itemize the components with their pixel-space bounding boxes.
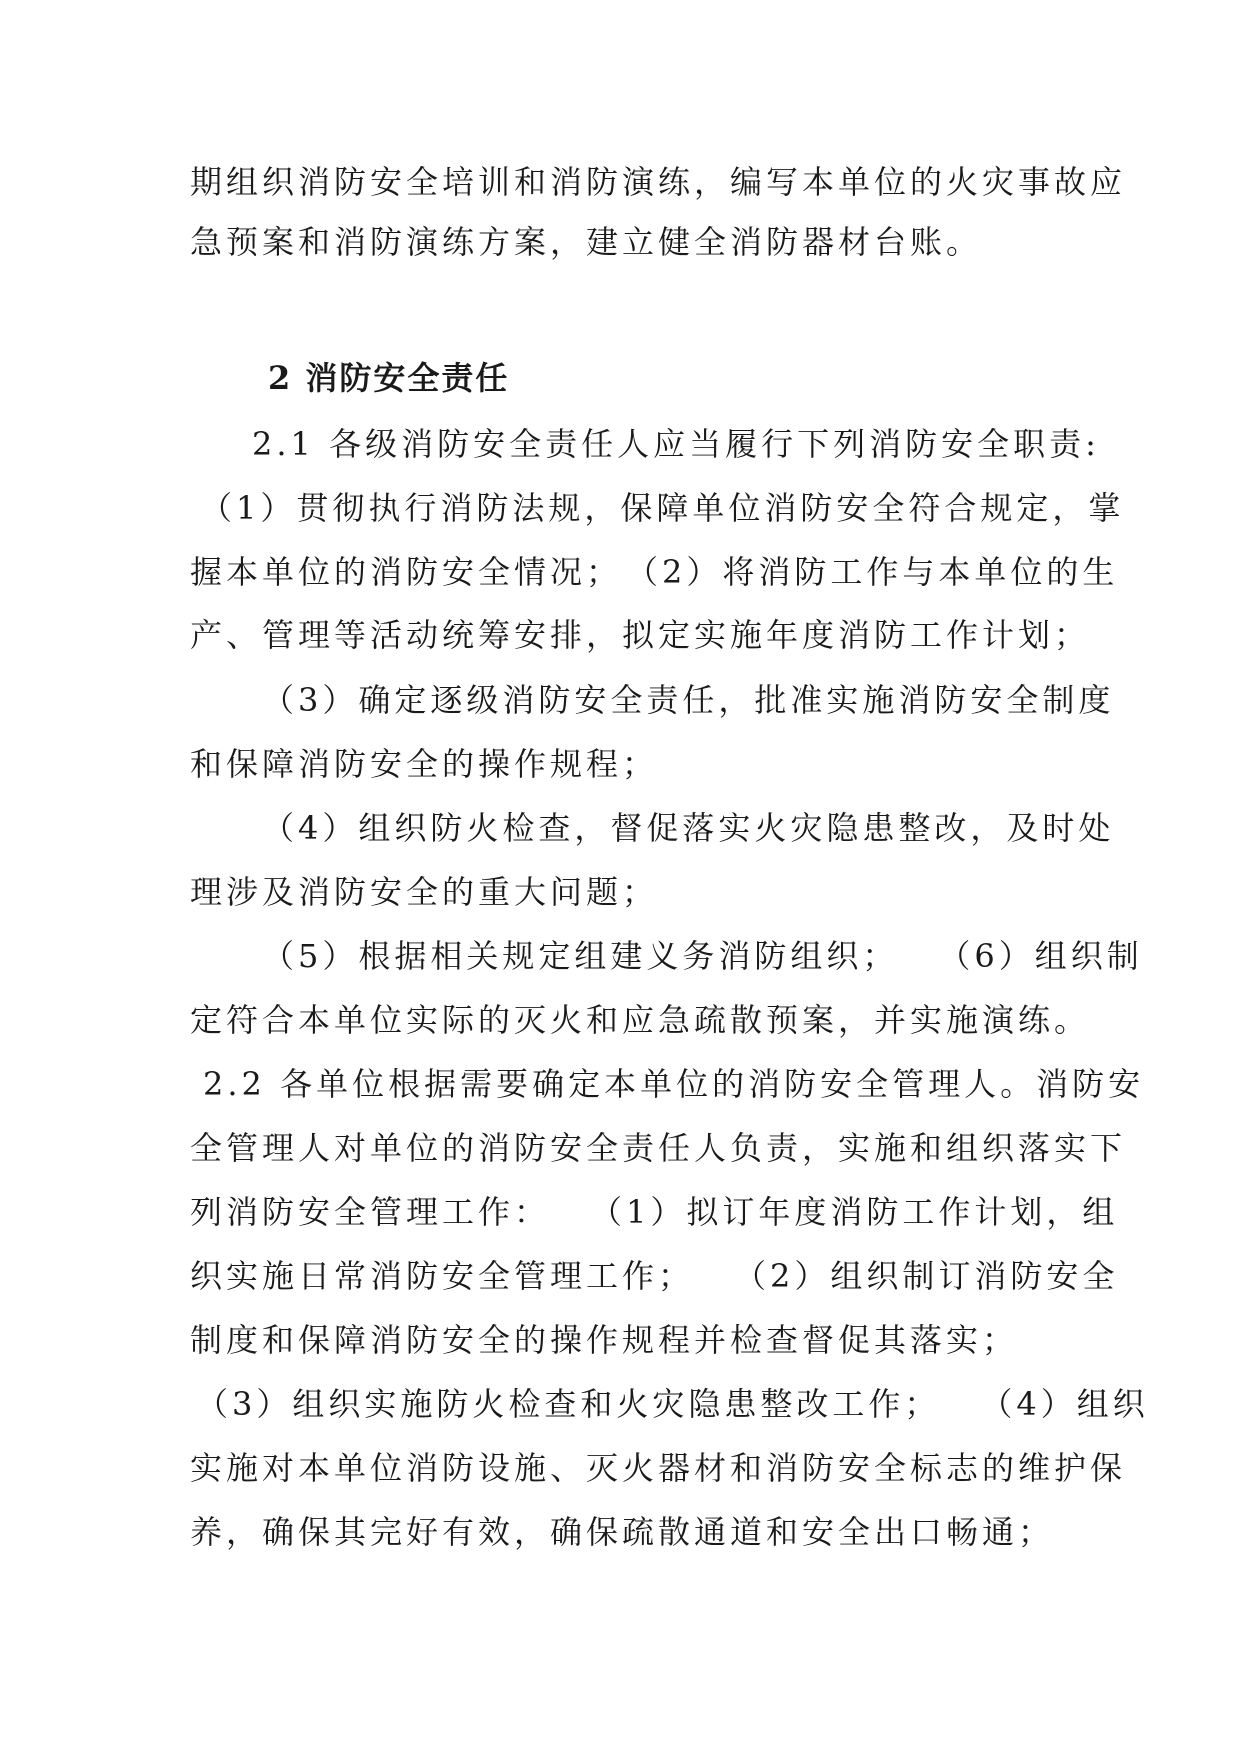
body-text-line: 织实施日常消防安全管理工作； （2）组织制订消防安全 xyxy=(190,1257,1119,1295)
clause-text-line: 2.2 各单位根据需要确定本单位的消防安全管理人。消防安 xyxy=(203,1065,1145,1103)
section-heading: 2 消防安全责任 xyxy=(268,359,510,397)
body-text-line: 实施对本单位消防设施、灭火器材和消防安全标志的维护保 xyxy=(190,1449,1127,1487)
body-text-line: 产、管理等活动统筹安排，拟定实施年度消防工作计划； xyxy=(190,616,1091,654)
body-text-line: （5）根据相关规定组建义务消防组织； （6）组织制 xyxy=(262,937,1143,975)
body-text-line: （3）确定逐级消防安全责任，批准实施消防安全制度 xyxy=(262,681,1115,719)
body-text-line: 急预案和消防演练方案，建立健全消防器材台账。 xyxy=(190,223,983,261)
body-text-line: 全管理人对单位的消防安全责任人负责，实施和组织落实下 xyxy=(190,1129,1127,1167)
body-text-line: 握本单位的消防安全情况； （2）将消防工作与本单位的生 xyxy=(190,553,1119,591)
body-text-line: （1）贯彻执行消防法规，保障单位消防安全符合规定，掌 xyxy=(200,489,1125,527)
body-text-line: 列消防安全管理工作： （1）拟订年度消防工作计划，组 xyxy=(190,1193,1119,1231)
body-text-line: 理涉及消防安全的重大问题； xyxy=(190,873,659,911)
body-text-line: 定符合本单位实际的灭火和应急疏散预案，并实施演练。 xyxy=(190,1001,1091,1039)
body-text-line: （4）组织防火检查，督促落实火灾隐患整改，及时处 xyxy=(262,809,1115,847)
body-text-line: 期组织消防安全培训和消防演练，编写本单位的火灾事故应 xyxy=(190,163,1127,201)
body-text-line: 和保障消防安全的操作规程； xyxy=(190,745,659,783)
body-text-line: 养，确保其完好有效，确保疏散通道和安全出口畅通； xyxy=(190,1513,1055,1551)
body-text-line: （3）组织实施防火检查和火灾隐患整改工作； （4）组织 xyxy=(196,1385,1149,1423)
body-text-line: 制度和保障消防安全的操作规程并检查督促其落实； xyxy=(190,1321,1019,1359)
clause-text-line: 2.1 各级消防安全责任人应当履行下列消防安全职责: xyxy=(252,425,1100,463)
